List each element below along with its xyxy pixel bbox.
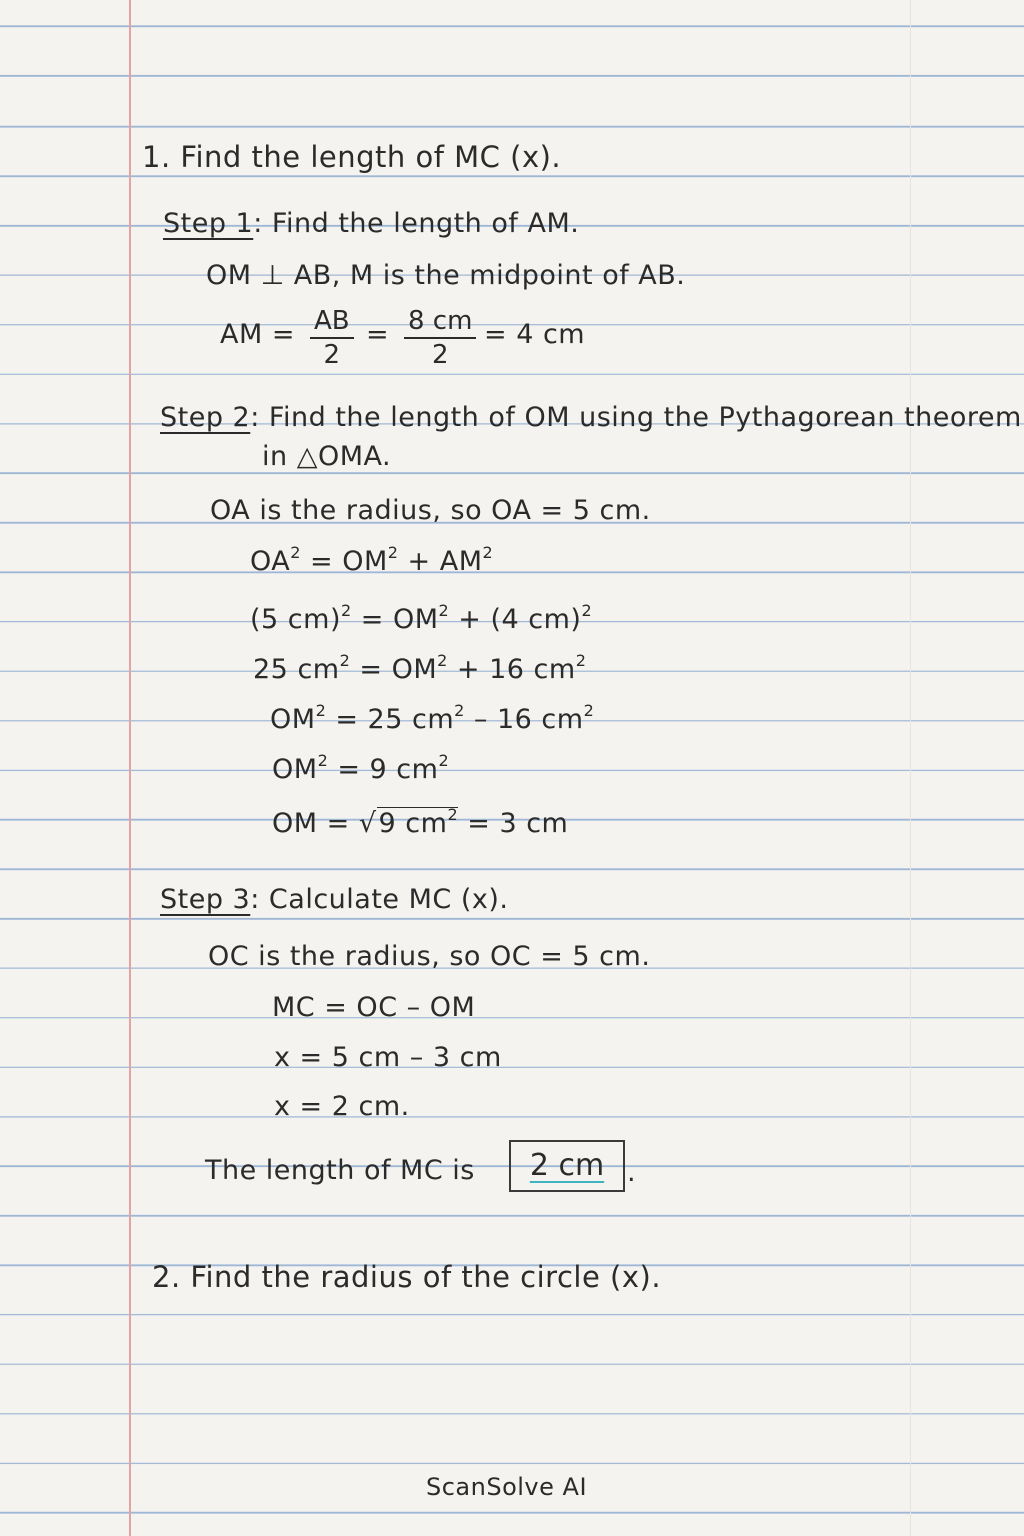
exponent: 2 <box>482 543 494 562</box>
answer-prefix: The length of MC is <box>205 1155 475 1186</box>
problem-2-title: 2. Find the radius of the circle (x). <box>152 1260 662 1294</box>
step-3-line-2: MC = OC – OM <box>272 992 476 1023</box>
answer-value: 2 cm <box>529 1148 605 1183</box>
term: = 25 cm <box>326 704 455 735</box>
step-1-label: Step 1 <box>163 208 254 239</box>
exponent: 2 <box>315 701 327 720</box>
term: + 16 cm <box>447 654 576 685</box>
term: = OM <box>351 604 439 635</box>
exponent: 2 <box>290 543 301 562</box>
step-2-heading <box>160 402 1022 433</box>
fraction-1-numerator: AB <box>310 306 354 339</box>
step-3-line-1: OC is the radius, so OC = 5 cm. <box>208 941 651 972</box>
fraction-2-numerator: 8 cm <box>404 306 476 339</box>
exponent: 2 <box>339 651 351 670</box>
am-result: = 4 cm <box>484 319 586 350</box>
exponent: 2 <box>583 701 595 720</box>
step-2-line-1: OA is the radius, so OA = 5 cm. <box>210 495 651 526</box>
step-2-text: : Find the length of OM using the Pythagorean theorem <box>250 402 1022 433</box>
equation-squared-values <box>253 651 587 685</box>
term: OM = √ <box>272 808 377 839</box>
equation-substitution <box>250 601 593 635</box>
exponent: 2 <box>387 543 399 562</box>
term: = OM <box>350 654 438 685</box>
exponent: 2 <box>340 601 352 620</box>
problem-1-title: 1. Find the length of MC (x). <box>142 140 562 174</box>
step-3-text: : Calculate MC (x). <box>250 884 509 915</box>
term: OM <box>270 704 316 735</box>
exponent: 2 <box>454 701 465 720</box>
term: + (4 cm) <box>449 604 582 635</box>
equals-sign: = <box>366 319 390 350</box>
term: = 9 cm <box>328 754 439 785</box>
radicand <box>377 807 459 839</box>
exponent: 2 <box>575 651 587 670</box>
am-prefix: AM = <box>220 319 295 350</box>
footer-brand: ScanSolve AI <box>426 1473 588 1501</box>
step-1-heading <box>163 208 579 239</box>
exponent: 2 <box>437 651 448 670</box>
term: OM <box>272 754 318 785</box>
exponent: 2 <box>581 601 593 620</box>
answer-period: . <box>627 1157 637 1188</box>
page-fold-line <box>910 0 911 1536</box>
term: – 16 cm <box>464 704 584 735</box>
fraction-2-denominator: 2 <box>431 340 449 370</box>
step-1-line-1: OM ⊥ AB, M is the midpoint of AB. <box>206 260 686 291</box>
term: = OM <box>300 546 388 577</box>
answer-box <box>509 1140 625 1192</box>
term: OA <box>250 546 291 577</box>
term: (5 cm) <box>250 604 341 635</box>
exponent: 2 <box>438 751 450 770</box>
term: 9 cm <box>378 808 448 839</box>
exponent: 2 <box>317 751 329 770</box>
fraction-1-denominator: 2 <box>323 340 341 370</box>
step-3-line-4: x = 2 cm. <box>274 1091 410 1122</box>
term: 25 cm <box>253 654 340 685</box>
fraction-ab-over-2 <box>310 306 354 370</box>
exponent: 2 <box>438 601 450 620</box>
step-2-label: Step 2 <box>160 402 251 433</box>
equation-isolate-om <box>270 701 595 735</box>
equation-oa-squared <box>250 543 494 577</box>
equation-om-squared-9 <box>272 751 450 785</box>
step-3-line-3: x = 5 cm – 3 cm <box>274 1042 502 1073</box>
step-3-label: Step 3 <box>160 884 251 915</box>
term: + AM <box>398 546 483 577</box>
margin-line <box>129 0 131 1536</box>
step-2-text-continued: in △OMA. <box>262 441 392 472</box>
step-1-text: : Find the length of AM. <box>253 208 580 239</box>
step-3-heading <box>160 884 508 915</box>
fraction-8cm-over-2 <box>404 306 476 370</box>
term: = 3 cm <box>458 808 569 839</box>
exponent: 2 <box>447 805 459 824</box>
equation-om-result <box>272 805 569 839</box>
